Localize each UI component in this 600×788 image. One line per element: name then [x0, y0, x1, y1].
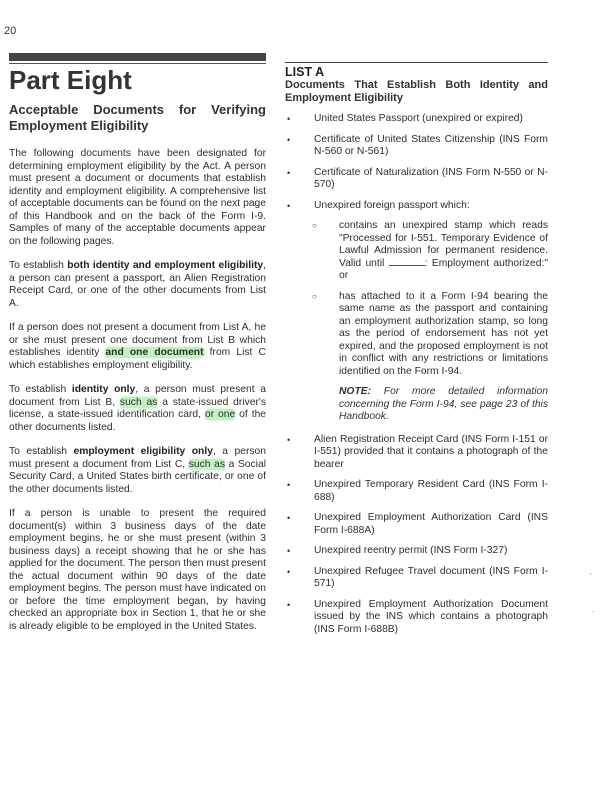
circle-bullet-icon: ○ — [312, 221, 317, 230]
text: To establish — [9, 260, 68, 271]
text: : Employment authorized:" or — [339, 257, 548, 281]
left-column — [9, 53, 266, 645]
bold-phrase: identity only — [71, 384, 136, 395]
page-number: 20 — [4, 25, 17, 37]
list-item — [285, 479, 548, 504]
text: of the other documents listed. — [9, 409, 267, 433]
sub-list-item — [285, 291, 548, 379]
bullet-icon: • — [287, 513, 291, 523]
text: To establish — [9, 384, 72, 395]
note-text: For more detailed information concerning the Form I-94, see page 23 of this Handbook. — [339, 386, 548, 422]
intro-paragraph: The following documents have been designated for determining employment eligibility by the Act. A person must present a document or documents that establish identity and employment eligibility. A comprehensive list of acceptable documents can be found on the next page of this Handbook and on the back of the Form I-9. Samples of many of the acceptable documents appear on the following pages. — [9, 148, 266, 247]
text: To establish — [9, 446, 74, 457]
bullet-icon: • — [287, 434, 291, 445]
text: a Social Security Card, a United States birth certificate, or one of the other documents listed. — [9, 458, 266, 495]
section-title: Part Eight — [9, 65, 132, 95]
scan-speck: ' — [590, 572, 592, 581]
receipt-paragraph: If a person is unable to present the required document(s) within 3 business days of the date employment begins, he or she must present (within 3 business days) a receipt showing that he or she has applied for the document. The person then must present the actual document within 90 days of the date employment begins. The person must have indicated on or before the time employment began, by having checked an appropriate box in Section 1, that he or she is already eligible to be employed in the United States. — [9, 508, 266, 632]
bullet-icon: • — [287, 114, 291, 124]
bullet-icon: • — [287, 200, 291, 211]
bold-phrase: both identity and employment eligibility — [67, 260, 264, 271]
header-rule — [9, 63, 266, 64]
circle-bullet-icon: ○ — [312, 291, 317, 301]
employment-only-paragraph — [9, 446, 266, 496]
highlight: such as — [119, 396, 158, 408]
identity-only-paragraph — [9, 384, 266, 434]
list-item-text: Unexpired Employment Authorization Document issued by the INS which contains a photograph (INS Form I-688B) — [314, 598, 548, 635]
bullet-icon: • — [287, 546, 291, 556]
bullet-icon: • — [287, 167, 291, 178]
list-item-text: Certificate of Naturalization (INS Form N-550 or N-570) — [314, 166, 548, 190]
list-item — [285, 134, 548, 159]
list-item — [285, 434, 548, 472]
sub-list-item — [285, 220, 548, 283]
sub-list-item-text — [339, 220, 548, 283]
bullet-icon: • — [287, 566, 291, 577]
bold-phrase: employment eligibility only — [73, 446, 213, 457]
scan-speck: . — [592, 605, 595, 614]
text: contains an unexpired stamp which reads "Processed for I-551. Temporary Evidence of Lawful Admission for permanent residence. Valid until — [339, 220, 548, 269]
right-column — [285, 62, 548, 644]
list-rule — [285, 62, 548, 63]
highlight: such as — [188, 458, 225, 470]
section-subtitle: Acceptable Documents for Verifying Employment Eligibility — [9, 102, 266, 133]
list-item-text: Unexpired Employment Authorization Card (INS Form I-688A) — [314, 512, 548, 536]
list-item — [285, 167, 548, 192]
header-bar — [9, 53, 266, 61]
text: If a person does not present a document from List A, he or she must present one document from List B which establishes identity — [9, 322, 266, 358]
highlight: or one — [204, 409, 236, 420]
bullet-icon: • — [287, 134, 291, 145]
blank-line — [389, 265, 425, 266]
list-item-text: Unexpired Refugee Travel document (INS Form I-571) — [314, 565, 548, 589]
text: from List C which establishes employment eligibility. — [9, 347, 266, 371]
list-title: LIST A — [285, 65, 325, 79]
list-subtitle: Documents That Establish Both Identity and Employment Eligibility — [285, 79, 548, 104]
both-paragraph — [9, 260, 266, 310]
list-item — [285, 512, 548, 537]
note-label: NOTE: — [339, 386, 372, 397]
list-item-text: Unexpired foreign passport which: — [314, 199, 470, 211]
text: , a person can present a passport, an Alien Registration Receipt Card, or one of the other documents from List A. — [9, 260, 266, 309]
list-item-text: Unexpired Temporary Resident Card (INS Form I-688) — [314, 479, 548, 503]
text: a state-issued driver's license, a state-issued identification card, — [9, 396, 267, 420]
list-bc-paragraph — [9, 322, 266, 372]
list-item-text: Unexpired reentry permit (INS Form I-327) — [314, 545, 508, 556]
list-item — [285, 545, 548, 558]
list-item-text: United States Passport (unexpired or expired) — [314, 113, 523, 124]
text: , a person must present a document from List B, — [9, 384, 266, 408]
bullet-icon: • — [287, 480, 291, 490]
note — [285, 386, 548, 424]
list-item — [285, 200, 548, 213]
highlight: and one document — [105, 347, 204, 358]
list-item-text: Certificate of United States Citizenship (INS Form N-560 or N-561) — [314, 133, 548, 157]
text: , a person must present a document from List C, — [9, 446, 266, 470]
list-item — [285, 599, 548, 637]
list-item-text: Alien Registration Receipt Card (INS Form I-151 or I-551) provided that it contains a photograph of the bearer — [314, 433, 548, 470]
list-item — [285, 113, 548, 126]
list-item — [285, 566, 548, 591]
sub-list-item-text: has attached to it a Form I-94 bearing the same name as the passport and containing an employment authorization stamp, so long as the period of endorsement has not yet expired, and the proposed employment is not in conflict with any restrictions or limitations identified on the Form I-94. — [339, 290, 548, 377]
bullet-icon: • — [287, 599, 291, 610]
